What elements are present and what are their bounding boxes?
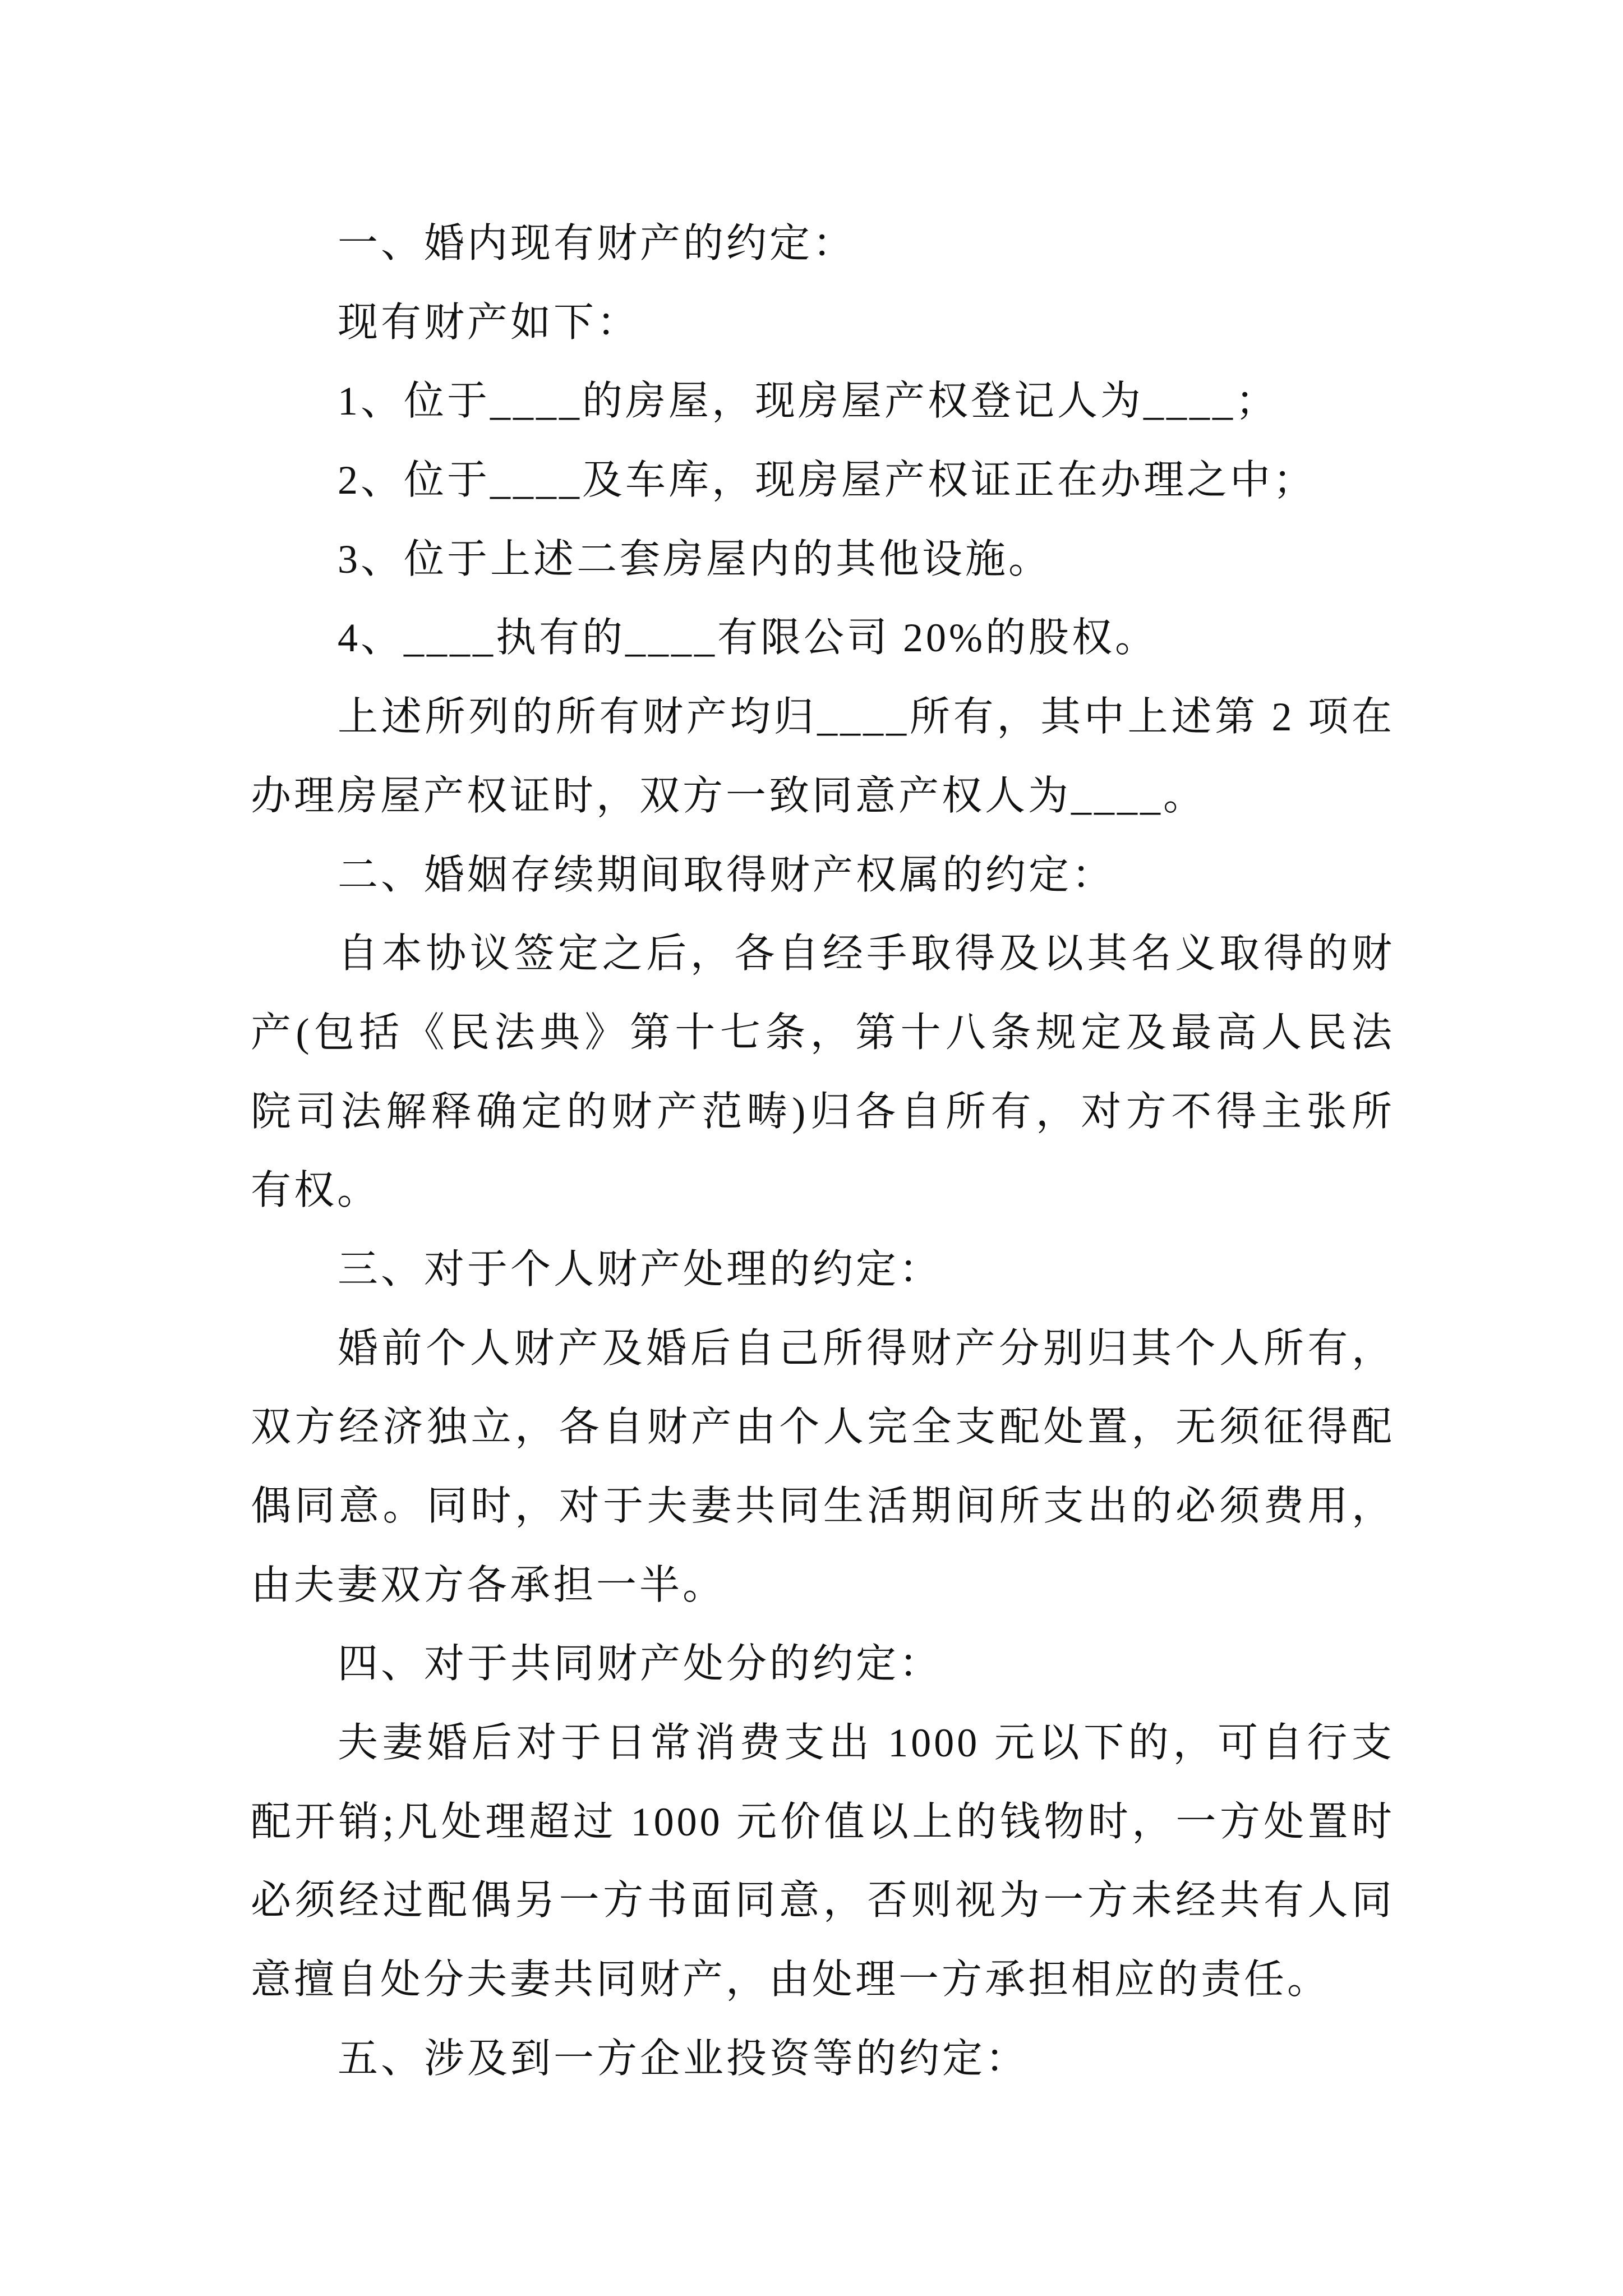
paragraph-line: 配开销;凡处理超过 1000 元价值以上的钱物时，一方处置时 — [251, 1799, 1395, 1844]
section-heading: 五、涉及到一方企业投资等的约定： — [338, 2036, 1029, 2081]
paragraph-line: 院司法解释确定的财产范畴)归各自所有，对方不得主张所 — [251, 1089, 1395, 1134]
section-heading: 二、婚姻存续期间取得财产权属的约定： — [338, 852, 1115, 898]
section-heading: 四、对于共同财产处分的约定： — [338, 1641, 943, 1687]
paragraph-line: 双方经济独立，各自财产由个人完全支配处置，无须征得配 — [251, 1405, 1395, 1450]
list-item: 3、位于上述二套房屋内的其他设施。 — [338, 536, 1052, 582]
paragraph-line: 婚前个人财产及婚后自己所得财产分别归其个人所有， — [338, 1326, 1395, 1371]
paragraph-line: 意擅自处分夫妻共同财产，由处理一方承担相应的责任。 — [251, 1957, 1331, 2003]
document-body — [251, 204, 1395, 2099]
paragraph-line: 自本协议签定之后，各自经手取得及以其名义取得的财 — [338, 931, 1395, 977]
list-item: 1、位于____的房屋，现房屋产权登记人为____； — [338, 379, 1279, 424]
paragraph-line: 有权。 — [251, 1168, 381, 1213]
section-heading: 三、对于个人财产处理的约定： — [338, 1246, 943, 1292]
paragraph-line: 现有财产如下： — [338, 300, 640, 345]
paragraph-line: 上述所列的所有财产均归____所有，其中上述第 2 项在 — [338, 694, 1395, 740]
paragraph-line: 产(包括《民法典》第十七条，第十八条规定及最高人民法 — [251, 1010, 1395, 1055]
paragraph-line: 办理房屋产权证时，双方一致同意产权人为____。 — [251, 773, 1207, 818]
paragraph-line: 偶同意。同时，对于夫妻共同生活期间所支出的必须费用， — [251, 1484, 1395, 1529]
section-heading: 一、婚内现有财产的约定： — [338, 221, 856, 266]
list-item: 2、位于____及车库，现房屋产权证正在办理之中； — [338, 458, 1317, 503]
paragraph-line: 由夫妻双方各承担一半。 — [251, 1562, 726, 1608]
paragraph-line: 必须经过配偶另一方书面同意，否则视为一方未经共有人同 — [251, 1878, 1395, 1924]
list-item: 4、____执有的____有限公司 20%的股权。 — [338, 615, 1158, 661]
paragraph-line: 夫妻婚后对于日常消费支出 1000 元以下的，可自行支 — [338, 1720, 1395, 1766]
